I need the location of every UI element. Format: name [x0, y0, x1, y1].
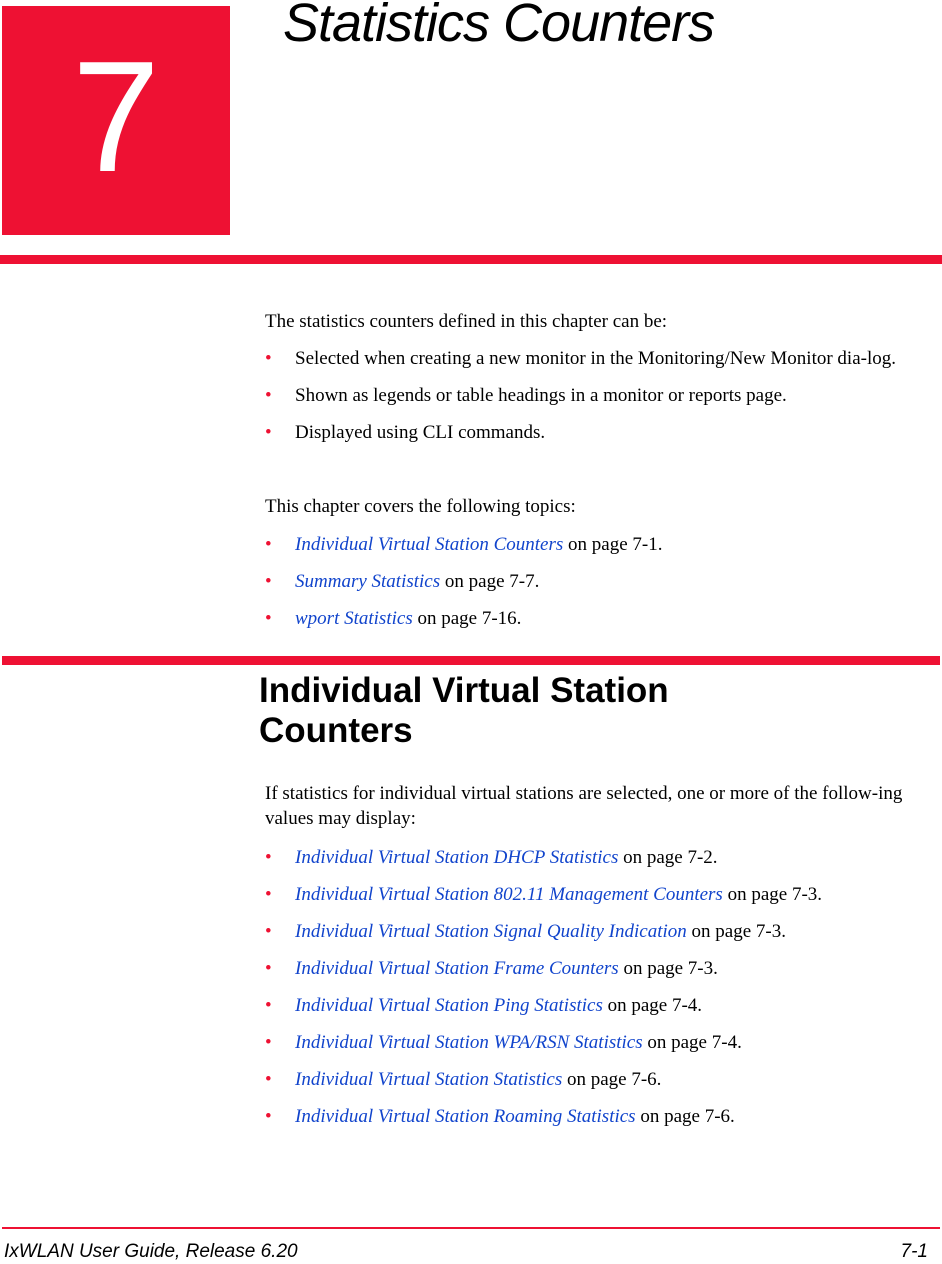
- list-item-text: Selected when creating a new monitor in the Monitoring/New Monitor dia-log.: [295, 348, 896, 369]
- intro-bullet-list: [265, 346, 937, 457]
- section-rule: [2, 656, 940, 665]
- section-link-dhcp-statistics[interactable]: Individual Virtual Station DHCP Statistics: [295, 847, 619, 868]
- section-link-ping-statistics[interactable]: Individual Virtual Station Ping Statistics: [295, 995, 603, 1016]
- list-item: [265, 420, 937, 445]
- list-item: [265, 845, 937, 870]
- intro-paragraph: The statistics counters defined in this chapter can be:: [265, 311, 668, 332]
- list-item: [265, 1067, 937, 1092]
- page-reference: on page 7-2.: [618, 847, 718, 868]
- bullet-icon: •: [265, 608, 272, 629]
- list-item: [265, 1104, 937, 1129]
- topics-paragraph: This chapter covers the following topics:: [265, 496, 576, 517]
- bullet-icon: •: [265, 571, 272, 592]
- section-paragraph: If statistics for individual virtual stations are selected, one or more of the follow-ing values may display:: [265, 783, 903, 829]
- page-reference: on page 7-6.: [562, 1069, 662, 1090]
- list-item: [265, 882, 937, 907]
- page-reference: on page 7-4.: [602, 995, 703, 1016]
- bullet-icon: •: [265, 1069, 272, 1090]
- bullet-icon: •: [265, 847, 272, 868]
- list-item-text: Displayed using CLI commands.: [295, 422, 546, 443]
- bullet-icon: •: [265, 884, 272, 905]
- bullet-icon: •: [265, 1032, 272, 1053]
- bullet-icon: •: [265, 534, 272, 555]
- footer-rule: [2, 1227, 940, 1229]
- page-reference: on page 7-7.: [440, 571, 540, 592]
- page-reference: on page 7-6.: [635, 1106, 735, 1127]
- list-item: [265, 956, 937, 981]
- section-link-frame-counters[interactable]: Individual Virtual Station Frame Counters: [295, 958, 619, 979]
- bullet-icon: •: [265, 995, 272, 1016]
- page-reference: on page 7-16.: [412, 608, 522, 629]
- section-link-roaming-statistics[interactable]: Individual Virtual Station Roaming Statistics: [295, 1106, 636, 1127]
- list-item: [265, 346, 937, 371]
- section-link-list: [265, 845, 937, 1141]
- bullet-icon: •: [265, 348, 272, 369]
- list-item: [265, 993, 937, 1018]
- section-link-wpa-rsn-statistics[interactable]: Individual Virtual Station WPA/RSN Statistics: [295, 1032, 643, 1053]
- bullet-icon: •: [265, 1106, 272, 1127]
- chapter-number-box: [2, 6, 230, 235]
- page-reference: on page 7-4.: [642, 1032, 742, 1053]
- chapter-title-rule: [0, 255, 942, 264]
- page-reference: on page 7-3.: [722, 884, 823, 905]
- section-link-signal-quality[interactable]: Individual Virtual Station Signal Quality Indication: [295, 921, 687, 942]
- bullet-icon: •: [265, 385, 272, 406]
- page-reference: on page 7-1.: [563, 534, 663, 555]
- chapter-title: Statistics Counters: [283, 0, 715, 53]
- topics-list: [265, 532, 937, 643]
- list-item: [265, 606, 937, 631]
- section-link-station-statistics[interactable]: Individual Virtual Station Statistics: [295, 1069, 563, 1090]
- footer-page-number: 7-1: [900, 1241, 928, 1262]
- list-item: [265, 532, 937, 557]
- topic-link-individual-virtual-station-counters[interactable]: Individual Virtual Station Counters: [295, 534, 564, 555]
- bullet-icon: •: [265, 422, 272, 443]
- footer-document-title: IxWLAN User Guide, Release 6.20: [4, 1241, 298, 1262]
- topic-link-summary-statistics[interactable]: Summary Statistics: [295, 571, 441, 592]
- chapter-number: 7: [72, 29, 160, 205]
- list-item: [265, 569, 937, 594]
- page-reference: on page 7-3.: [686, 921, 786, 942]
- list-item: [265, 1030, 937, 1055]
- section-link-management-counters[interactable]: Individual Virtual Station 802.11 Management Counters: [295, 884, 723, 905]
- topic-link-wport-statistics[interactable]: wport Statistics: [295, 608, 413, 629]
- list-item: [265, 919, 937, 944]
- bullet-icon: •: [265, 921, 272, 942]
- section-heading: Individual Virtual Station Counters: [259, 671, 669, 750]
- page-reference: on page 7-3.: [618, 958, 718, 979]
- list-item: [265, 383, 937, 408]
- list-item-text: Shown as legends or table headings in a monitor or reports page.: [295, 385, 787, 406]
- bullet-icon: •: [265, 958, 272, 979]
